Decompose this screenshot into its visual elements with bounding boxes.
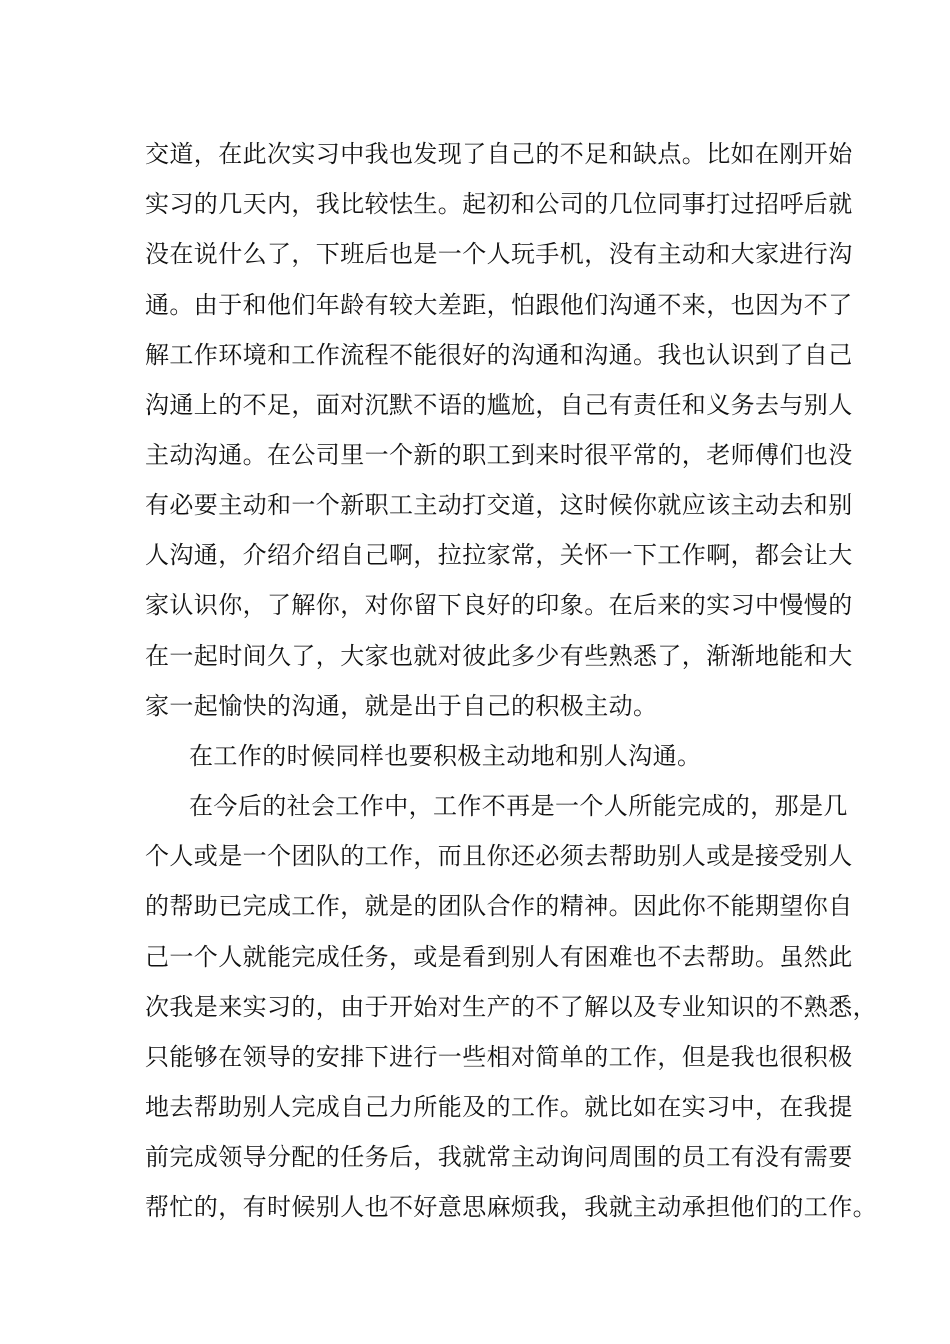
text-line: 沟通上的不足，面对沉默不语的尴尬，自己有责任和义务去与别人 bbox=[145, 391, 853, 419]
text-line: 在一起时间久了，大家也就对彼此多少有些熟悉了，渐渐地能和大 bbox=[145, 642, 853, 670]
paragraph-start-line: 在工作的时候同样也要积极主动地和别人沟通。 bbox=[189, 742, 702, 770]
text-line: 帮忙的，有时候别人也不好意思麻烦我，我就主动承担他们的工作。 bbox=[145, 1193, 877, 1221]
text-line: 解工作环境和工作流程不能很好的沟通和沟通。我也认识到了自己 bbox=[145, 341, 853, 369]
text-line: 有必要主动和一个新职工主动打交道，这时候你就应该主动去和别 bbox=[145, 491, 853, 519]
paragraph-start-line: 在今后的社会工作中，工作不再是一个人所能完成的，那是几 bbox=[189, 792, 848, 820]
text-line: 的帮助已完成工作，就是的团队合作的精神。因此你不能期望你自 bbox=[145, 892, 853, 920]
text-line: 只能够在领导的安排下进行一些相对简单的工作，但是我也很积极 bbox=[145, 1043, 853, 1071]
text-line: 通。由于和他们年龄有较大差距，怕跟他们沟通不来，也因为不了 bbox=[145, 291, 853, 319]
text-line: 家一起愉快的沟通，就是出于自己的积极主动。 bbox=[145, 692, 658, 720]
text-line: 交道，在此次实习中我也发现了自己的不足和缺点。比如在刚开始 bbox=[145, 140, 853, 168]
text-line: 己一个人就能完成任务，或是看到别人有困难也不去帮助。虽然此 bbox=[145, 943, 853, 971]
text-line: 次我是来实习的，由于开始对生产的不了解以及专业知识的不熟悉， bbox=[145, 993, 877, 1021]
text-line: 地去帮助别人完成自己力所能及的工作。就比如在实习中，在我提 bbox=[145, 1093, 853, 1121]
text-line: 人沟通，介绍介绍自己啊，拉拉家常，关怀一下工作啊，都会让大 bbox=[145, 541, 853, 569]
text-line: 没在说什么了，下班后也是一个人玩手机，没有主动和大家进行沟 bbox=[145, 240, 853, 268]
text-line: 前完成领导分配的任务后，我就常主动询问周围的员工有没有需要 bbox=[145, 1143, 853, 1171]
text-line: 主动沟通。在公司里一个新的职工到来时很平常的，老师傅们也没 bbox=[145, 441, 853, 469]
text-line: 个人或是一个团队的工作，而且你还必须去帮助别人或是接受别人 bbox=[145, 842, 853, 870]
text-line: 家认识你，了解你，对你留下良好的印象。在后来的实习中慢慢的 bbox=[145, 591, 853, 619]
text-line: 实习的几天内，我比较怯生。起初和公司的几位同事打过招呼后就 bbox=[145, 190, 853, 218]
